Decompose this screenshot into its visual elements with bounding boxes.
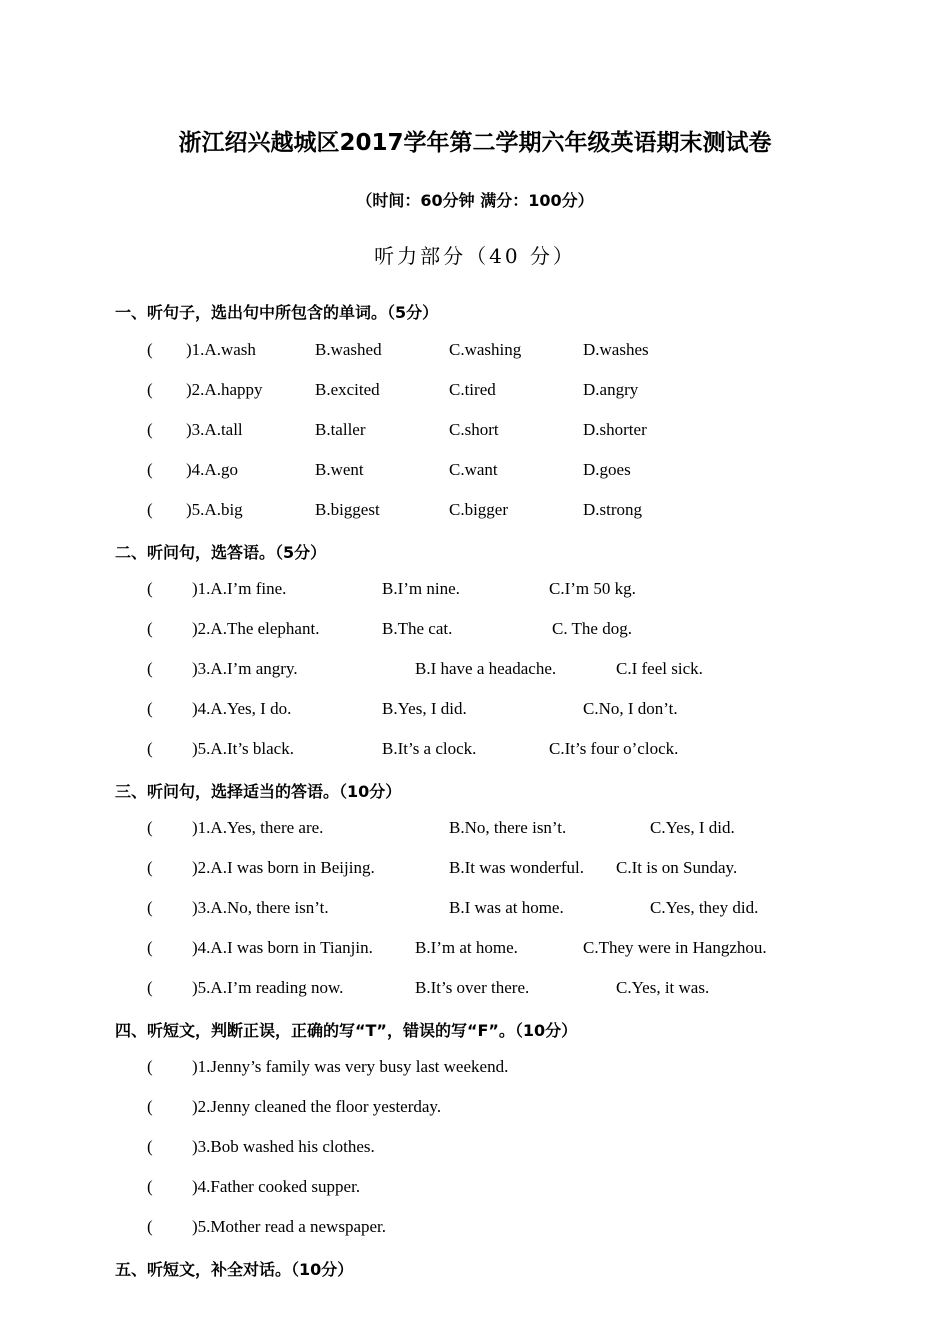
option-d: D.shorter: [583, 420, 647, 439]
option-a: )5.A.big: [186, 500, 243, 519]
answer-blank[interactable]: (: [147, 818, 153, 837]
section-2-heading: 二、听问句，选答语。（5分）: [115, 543, 327, 562]
option-c: C.tired: [449, 380, 496, 399]
section-1-heading: 一、听句子，选出句中所包含的单词。（5分）: [115, 303, 439, 322]
option-c: C.want: [449, 460, 498, 479]
option-c: C.short: [449, 420, 499, 439]
answer-blank[interactable]: (: [147, 1057, 153, 1076]
option-c: C.Yes, I did.: [650, 818, 735, 837]
option-a: )3.A.I’m angry.: [192, 659, 298, 678]
answer-blank[interactable]: (: [147, 500, 153, 519]
answer-blank[interactable]: (: [147, 1097, 153, 1116]
answer-blank[interactable]: (: [147, 739, 153, 758]
option-b: B.It was wonderful.: [449, 858, 585, 877]
option-b: B.biggest: [315, 500, 380, 519]
option-b: B.taller: [315, 420, 366, 439]
option-c: C.bigger: [449, 500, 509, 519]
option-d: D.goes: [583, 460, 631, 479]
option-c: C.I’m 50 kg.: [549, 579, 636, 598]
answer-blank[interactable]: (: [147, 579, 153, 598]
statement: )3.Bob washed his clothes.: [192, 1137, 375, 1156]
option-a: )1.A.Yes, there are.: [192, 818, 324, 837]
option-d: D.angry: [583, 380, 639, 399]
answer-blank[interactable]: (: [147, 380, 153, 399]
part-heading: 听力部分（40 分）: [374, 244, 576, 268]
statement: )1.Jenny’s family was very busy last weekend.: [192, 1057, 509, 1076]
answer-blank[interactable]: (: [147, 619, 153, 638]
option-c: C.No, I don’t.: [583, 699, 678, 718]
option-c: C. The dog.: [552, 619, 632, 638]
option-a: )5.A.I’m reading now.: [192, 978, 344, 997]
option-b: B.I’m nine.: [382, 579, 460, 598]
answer-blank[interactable]: (: [147, 460, 153, 479]
answer-blank[interactable]: (: [147, 420, 153, 439]
option-b: B.It’s a clock.: [382, 739, 477, 758]
option-b: B.No, there isn’t.: [449, 818, 567, 837]
option-a: )4.A.go: [186, 460, 238, 479]
option-b: B.I have a headache.: [415, 659, 557, 678]
option-a: )3.A.tall: [186, 420, 243, 439]
option-a: )1.A.I’m fine.: [192, 579, 287, 598]
option-a: )5.A.It’s black.: [192, 739, 294, 758]
answer-blank[interactable]: (: [147, 938, 153, 957]
option-a: )4.A.Yes, I do.: [192, 699, 292, 718]
option-a: )2.A.I was born in Beijing.: [192, 858, 375, 877]
option-a: )2.A.happy: [186, 380, 263, 399]
answer-blank[interactable]: (: [147, 1137, 153, 1156]
exam-time-and-score: （时间：60分钟 满分：100分）: [356, 191, 594, 210]
answer-blank[interactable]: (: [147, 978, 153, 997]
option-b: B.It’s over there.: [415, 978, 530, 997]
option-c: C.It’s four o’clock.: [549, 739, 679, 758]
statement: )2.Jenny cleaned the floor yesterday.: [192, 1097, 442, 1116]
option-c: C.Yes, they did.: [650, 898, 759, 917]
option-b: B.washed: [315, 340, 382, 359]
answer-blank[interactable]: (: [147, 659, 153, 678]
answer-blank[interactable]: (: [147, 858, 153, 877]
option-a: )3.A.No, there isn’t.: [192, 898, 329, 917]
answer-blank[interactable]: (: [147, 898, 153, 917]
option-d: D.strong: [583, 500, 643, 519]
option-b: B.Yes, I did.: [382, 699, 467, 718]
section-3-heading: 三、听问句，选择适当的答语。（10分）: [115, 782, 402, 801]
option-b: B.went: [315, 460, 364, 479]
option-c: C.Yes, it was.: [616, 978, 710, 997]
option-a: )1.A.wash: [186, 340, 256, 359]
answer-blank[interactable]: (: [147, 340, 153, 359]
option-b: B.I’m at home.: [415, 938, 518, 957]
option-c: C.They were in Hangzhou.: [583, 938, 767, 957]
statement: )4.Father cooked supper.: [192, 1177, 361, 1196]
option-c: C.It is on Sunday.: [616, 858, 738, 877]
option-a: )2.A.The elephant.: [192, 619, 320, 638]
page-title: 浙江绍兴越城区2017学年第二学期六年级英语期末测试卷: [178, 130, 772, 156]
section-4-heading: 四、听短文，判断正误，正确的写“T”，错误的写“F”。（10分）: [115, 1021, 578, 1040]
option-c: C.I feel sick.: [616, 659, 703, 678]
option-b: B.I was at home.: [449, 898, 564, 917]
statement: )5.Mother read a newspaper.: [192, 1217, 387, 1236]
option-c: C.washing: [449, 340, 522, 359]
section-5-heading: 五、听短文，补全对话。（10分）: [115, 1260, 354, 1279]
answer-blank[interactable]: (: [147, 699, 153, 718]
option-b: B.The cat.: [382, 619, 453, 638]
answer-blank[interactable]: (: [147, 1177, 153, 1196]
option-b: B.excited: [315, 380, 380, 399]
option-d: D.washes: [583, 340, 649, 359]
answer-blank[interactable]: (: [147, 1217, 153, 1236]
option-a: )4.A.I was born in Tianjin.: [192, 938, 373, 957]
